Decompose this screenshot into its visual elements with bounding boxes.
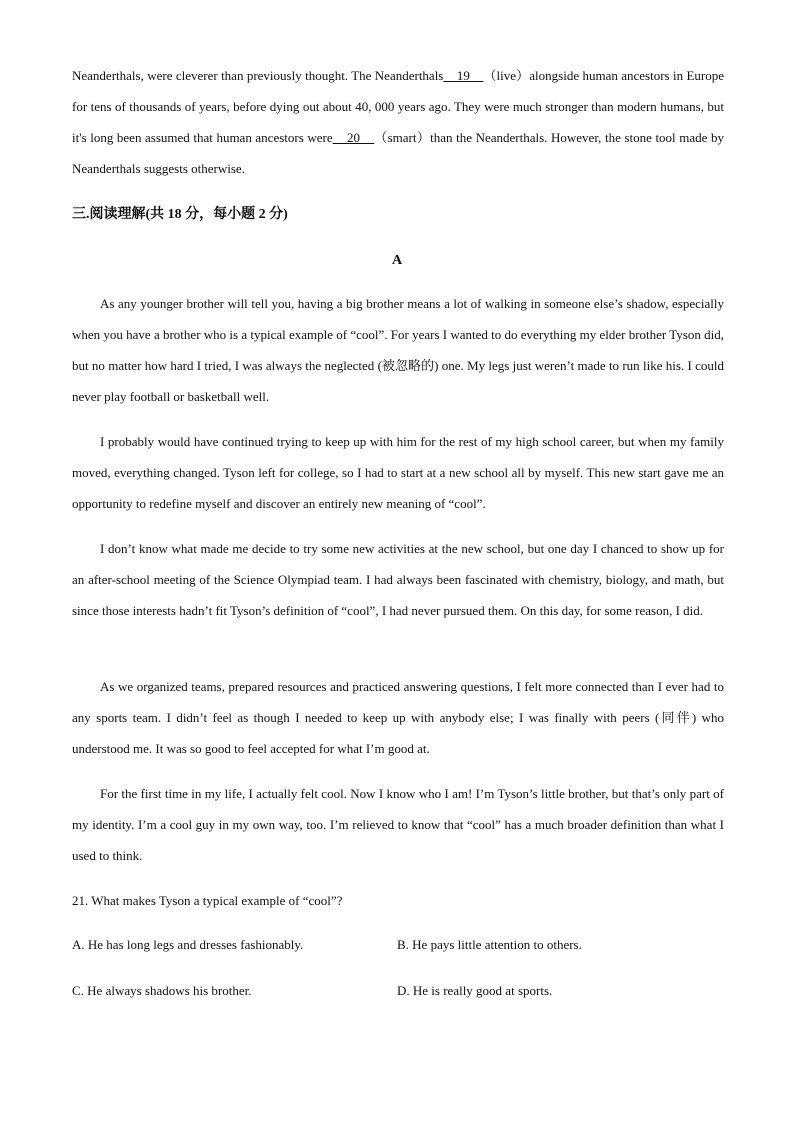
cloze-text-2: （live）alongside human ancestors in Europe for tens of thousands of years, before dying out about 40, 000 years ago. They were much stronger than modern humans, but it's long been assumed that human ancestors were xyxy=(72,68,724,145)
cloze-text-1: Neanderthals, were cleverer than previously thought. The Neanderthals xyxy=(72,68,444,83)
option-a[interactable]: A. He has long legs and dresses fashionably. xyxy=(72,937,304,952)
cloze-paragraph xyxy=(72,60,724,184)
passage-paragraph-2: I probably would have continued trying to keep up with him for the rest of my high school career, but when my family moved, everything changed. Tyson left for college, so I had to start at a new school all by myself. This new start gave me an opportunity to redefine myself and discover an entirely new meaning of “cool”. xyxy=(72,434,724,511)
option-d[interactable]: D. He is really good at sports. xyxy=(397,983,553,998)
passage-paragraph-5: For the first time in my life, I actually felt cool. Now I know who I am! I’m Tyson’s little brother, but that’s only part of my identity. I’m a cool guy in my own way, too. I’m relieved to know that “cool” has a much broader definition than what I used to think. xyxy=(72,786,724,863)
passage-paragraph-3: I don’t know what made me decide to try some new activities at the new school, but one day I chanced to show up for an after-school meeting of the Science Olympiad team. I had always been fascinated with chemistry, biology, and math, but since those interests hadn’t fit Tyson’s definition of “cool”, I had never pursued them. On this day, for some reason, I did. xyxy=(72,541,724,618)
passage-paragraph-4: As we organized teams, prepared resources and practiced answering questions, I felt more connected than I ever had to any sports team. I didn’t feel as though I needed to keep up with anybody else; I was finally with peers (同伴) who understood me. It was so good to feel accepted for what I’m good at. xyxy=(72,679,724,756)
option-c[interactable]: C. He always shadows his brother. xyxy=(72,983,252,998)
question-21-stem: 21. What makes Tyson a typical example of “cool”? xyxy=(72,893,343,908)
passage-title: A xyxy=(391,253,403,268)
blank-19: 19 xyxy=(443,68,484,83)
section-heading: 三.阅读理解(共 18 分，每小题 2 分) xyxy=(72,207,288,222)
blank-20: 20 xyxy=(332,130,375,145)
cloze-text-3: （smart）than the Neanderthals. However, the stone tool made by Neanderthals suggests otherwise. xyxy=(72,130,724,176)
passage-paragraph-1: As any younger brother will tell you, having a big brother means a lot of walking in someone else’s shadow, especially when you have a brother who is a typical example of “cool”. For years I wanted to do everything my elder brother Tyson did, but no matter how hard I tried, I was always the neglected (被忽略的) one. My legs just weren’t made to run like his. I could never play football or basketball well. xyxy=(72,296,724,404)
option-b[interactable]: B. He pays little attention to others. xyxy=(397,937,582,952)
